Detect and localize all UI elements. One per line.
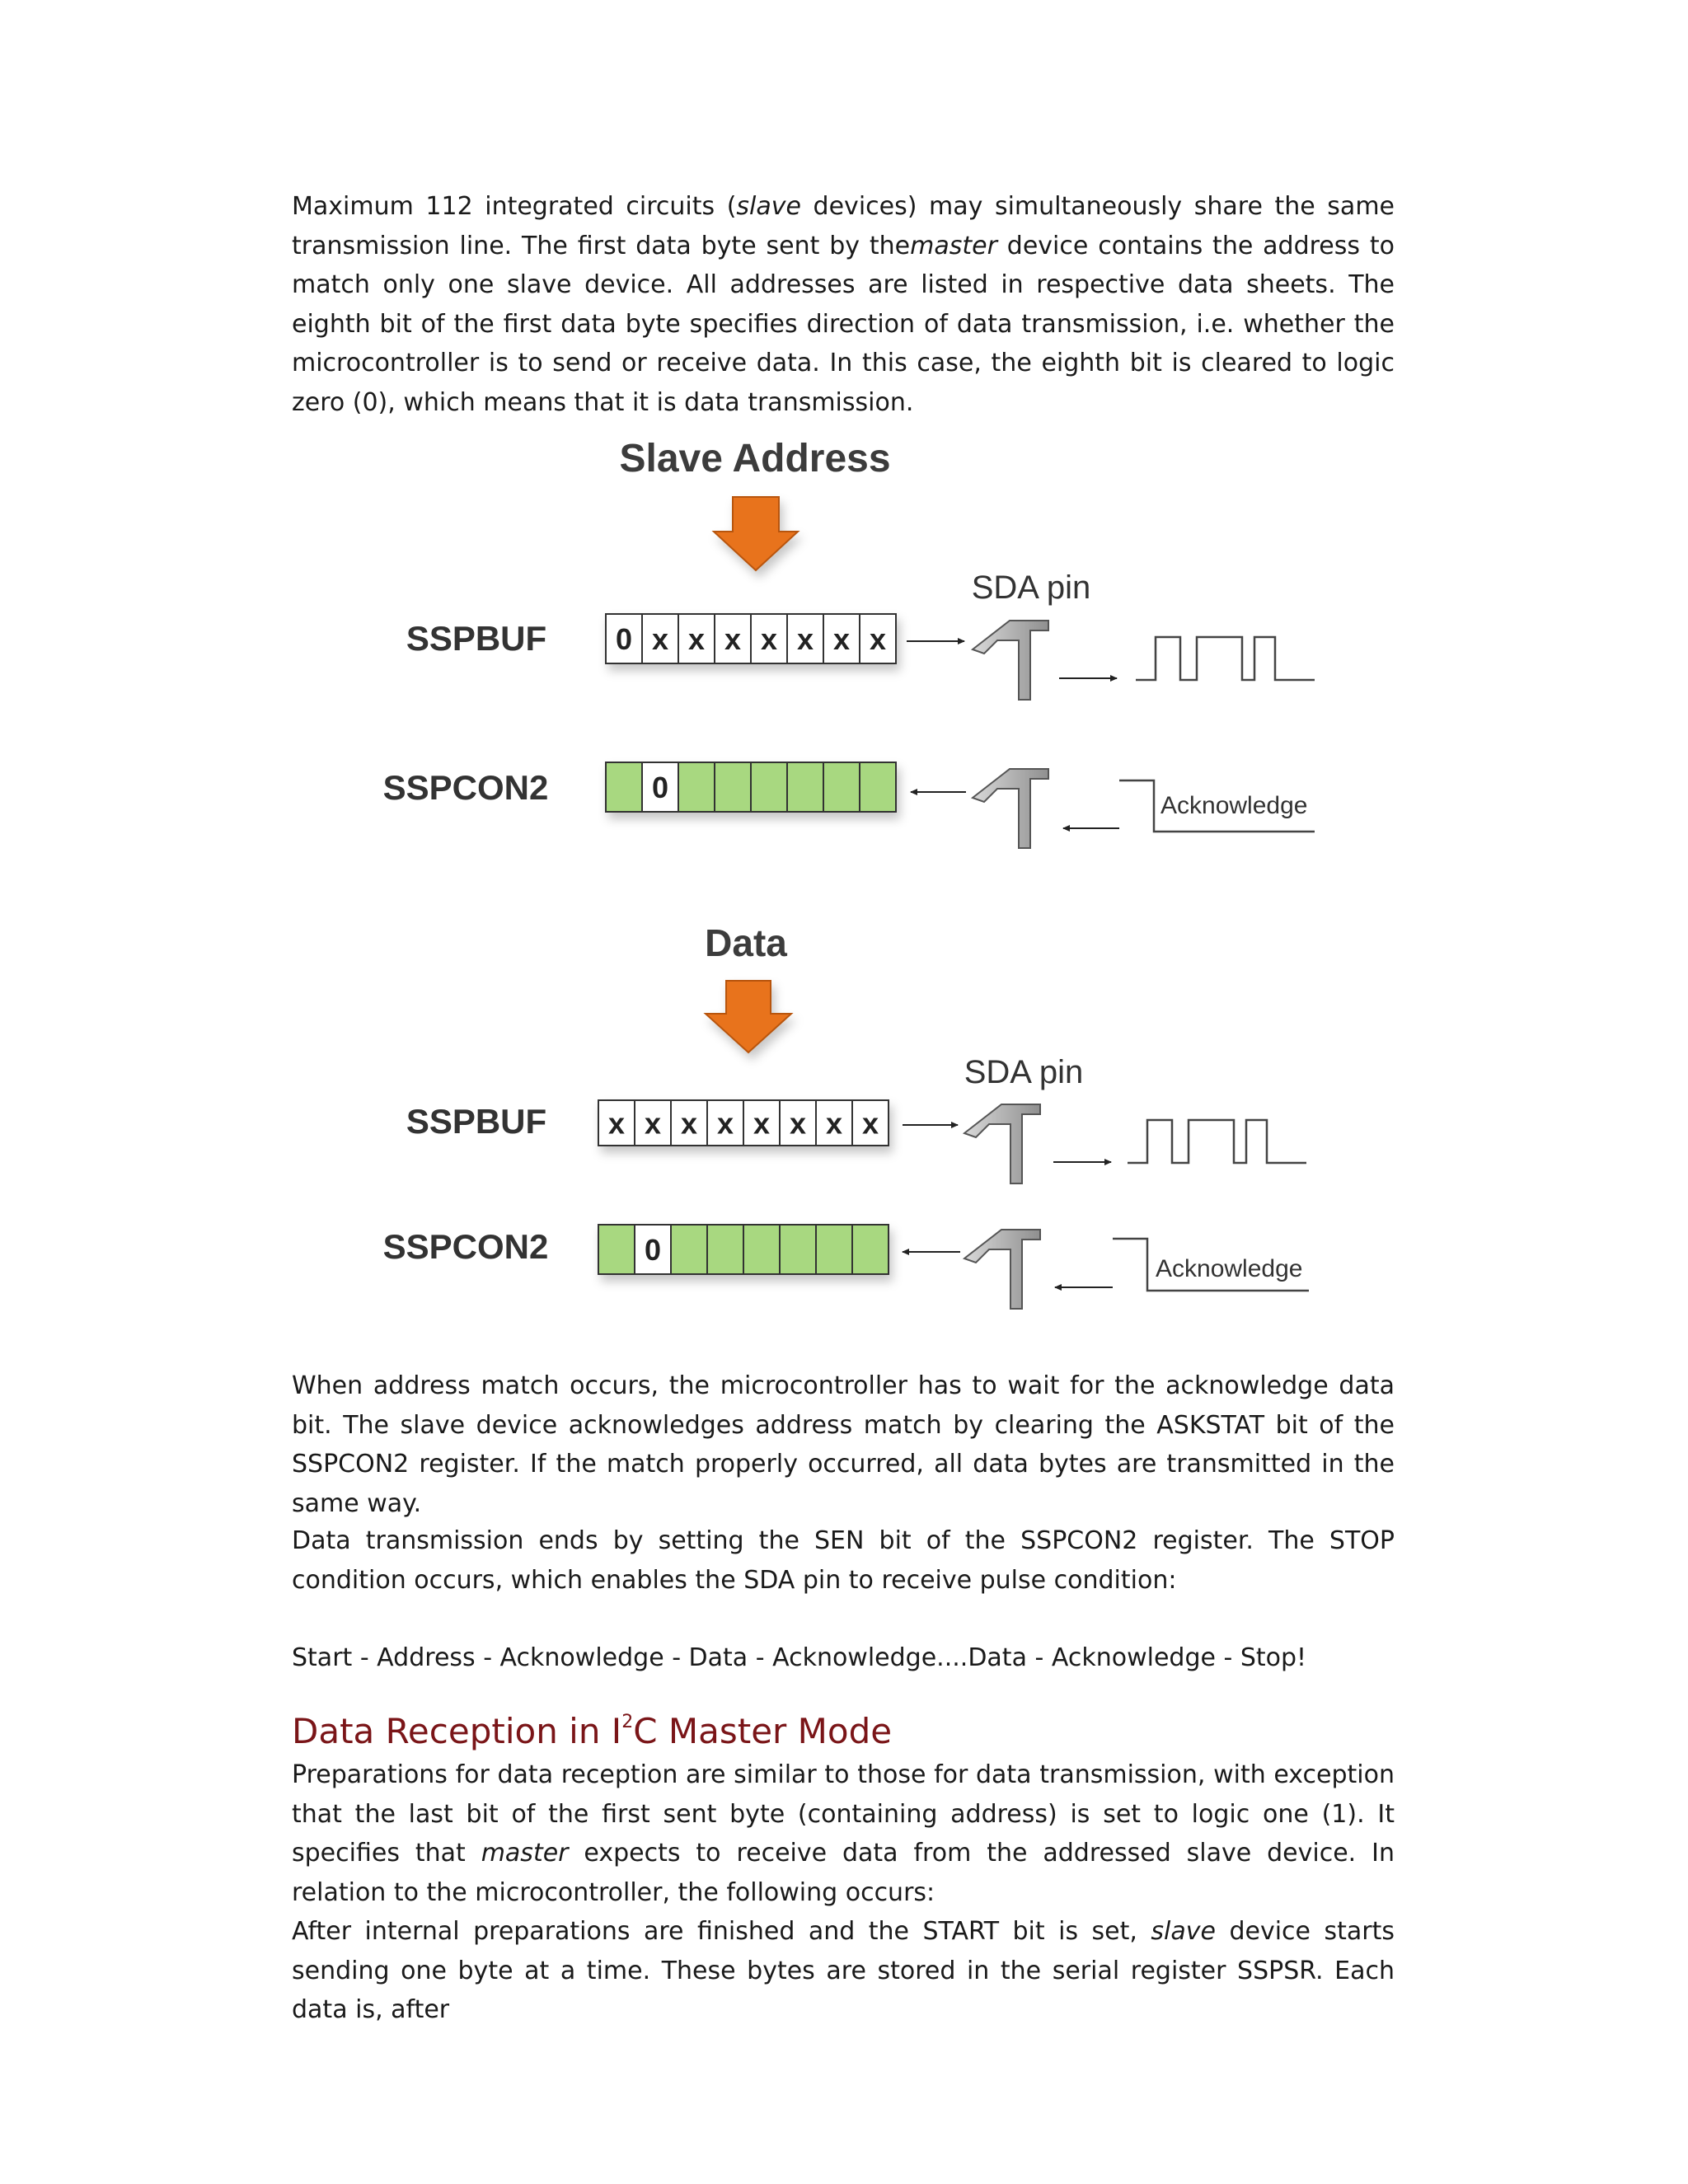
bit-value: x: [832, 622, 851, 656]
register-label-sspcon2: SSPCON2: [382, 1227, 549, 1266]
bit-value: x: [753, 1106, 771, 1141]
sspbuf-register: [598, 1100, 889, 1146]
sspcon2-bit-cell: [678, 762, 715, 812]
emphasis-master: master: [481, 1839, 569, 1868]
text-run: Maximum 112 integrated circuits (: [292, 192, 737, 221]
bit-value: x: [680, 1106, 698, 1141]
stop-condition-paragraph: Data transmission ends by setting the SEN bit of the SSPCON2 register. The STOP condition occurs, which enables the SDA pin to receive pulse condition:: [292, 1526, 1395, 1595]
bit-value: 0: [615, 622, 633, 656]
bit-value: x: [651, 622, 669, 656]
sda-pin-label: SDA pin: [971, 569, 1091, 606]
sda-pin-icon: [973, 621, 1048, 700]
bit-value: x: [789, 1106, 807, 1141]
sda-pin-icon: [964, 1104, 1040, 1183]
heading-text: C Master Mode: [633, 1711, 893, 1751]
sspcon2-bit-cell: [780, 1225, 816, 1274]
bit-value: x: [869, 622, 887, 656]
text-run: Preparations for data reception are similar to those for data transmission, with exception that the last bit of the first sent byte (containing address) is set to logic one (1). It specifies that: [292, 1760, 1395, 1868]
sspcon2-bit-cell: [860, 762, 896, 812]
text-run: devices) may simultaneously share the same transmission line. The first data byte sent by the: [292, 192, 1395, 260]
acknowledge-label: Acknowledge: [1156, 1255, 1303, 1282]
bit-value: x: [687, 622, 706, 656]
text-run: expects to receive data from the addressed slave device. In relation to the microcontroller, the following occurs:: [292, 1839, 1395, 1907]
text-run: device contains the address to match only one slave device. All addresses are listed in respective data sheets. The eighth bit of the first data byte specifies direction of data transmission, i.e. whether the microcontroller is to send or receive data. In this case, the eighth bit is cleared to logic zero (0), which means that it is data transmission.: [292, 231, 1395, 417]
reception-paragraph: [292, 1755, 1395, 1912]
bit-value: x: [644, 1106, 662, 1141]
sspcon2-bit-cell: [743, 1225, 780, 1274]
bit-value: x: [716, 1106, 734, 1141]
sspbuf-register: [606, 614, 896, 663]
sspcon2-register: [598, 1225, 889, 1274]
bit-value: 0: [644, 1233, 662, 1267]
sda-pin-icon: [964, 1230, 1040, 1309]
bit-value: x: [607, 1106, 626, 1141]
bit-value: 0: [651, 771, 669, 804]
bit-value: x: [861, 1106, 879, 1141]
down-arrow-icon: [714, 497, 798, 570]
register-label-sspbuf: SSPBUF: [406, 1102, 547, 1141]
reception-steps-paragraph: [292, 1912, 1395, 2030]
sspcon2-bit-cell: [598, 1225, 635, 1274]
sspcon2-bit-cell: [823, 762, 860, 812]
panel-data: [383, 921, 1309, 1309]
text-run: After internal preparations are finished and the START bit is set,: [292, 1917, 1151, 1946]
sspcon2-bit-cell: [715, 762, 751, 812]
sspcon2-bit-cell: [852, 1225, 889, 1274]
down-arrow-icon: [706, 981, 791, 1052]
bit-value: x: [760, 622, 778, 656]
pulse-waveform: [1136, 637, 1315, 680]
bit-value: x: [724, 622, 742, 656]
emphasis-master: master: [910, 231, 997, 260]
panel-title: Slave Address: [619, 437, 891, 480]
sspcon2-bit-cell: [787, 762, 823, 812]
bit-value: x: [825, 1106, 843, 1141]
sequence-line: Start - Address - Acknowledge - Data - Acknowledge....Data - Acknowledge - Stop!: [292, 1643, 1307, 1672]
bit-value: x: [796, 622, 814, 656]
sspcon2-bit-cell: [707, 1225, 743, 1274]
heading-superscript: 2: [621, 1712, 634, 1732]
sspcon2-bit-cell: [671, 1225, 707, 1274]
pulse-waveform: [1128, 1120, 1306, 1163]
section-heading: [292, 1704, 892, 1753]
sspcon2-bit-cell: [606, 762, 642, 812]
register-label-sspcon2: SSPCON2: [382, 768, 549, 807]
register-label-sspbuf: SSPBUF: [406, 619, 547, 658]
sda-pin-label: SDA pin: [964, 1054, 1084, 1090]
panel-slave-address: [383, 437, 1315, 848]
sspcon2-bit-cell: [751, 762, 787, 812]
text-run: device starts sending one byte at a time. These bytes are stored in the serial register SSPSR. Each data is, after: [292, 1917, 1395, 2024]
sda-pin-icon: [973, 769, 1048, 848]
address-match-paragraph: When address match occurs, the microcontroller has to wait for the acknowledge data bit. The slave device acknowledges address match by clearing the ASKSTAT bit of the SSPCON2 register. If the match properly occurred, all data bytes are transmitted in the same way.: [292, 1371, 1395, 1518]
heading-text: Data Reception in I: [292, 1711, 622, 1751]
emphasis-slave: slave: [736, 192, 801, 221]
panel-title: Data: [705, 921, 787, 964]
acknowledge-label: Acknowledge: [1160, 792, 1308, 819]
sspcon2-bit-cell: [816, 1225, 852, 1274]
sspcon2-register: [606, 762, 896, 812]
emphasis-slave: slave: [1151, 1917, 1216, 1946]
